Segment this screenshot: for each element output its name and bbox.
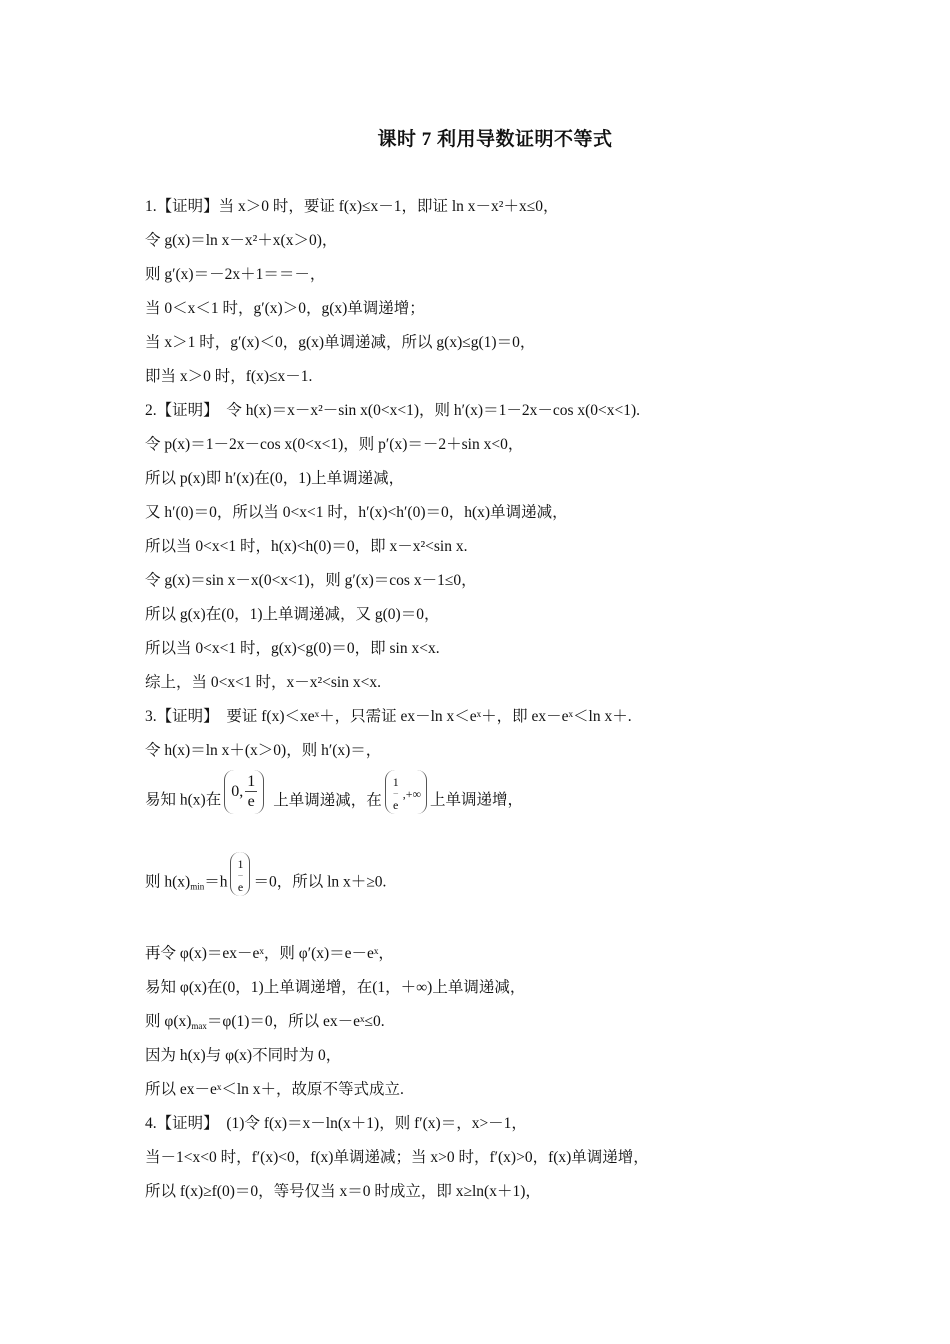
fraction-one-over-e xyxy=(245,774,257,810)
p3-line-7 xyxy=(145,1011,845,1033)
p3-line-8: 因为 h(x)与 φ(x)不同时为 0， xyxy=(145,1047,342,1064)
p2-line-9: 综上，当 0<x<1 时，x－x²<sin x<x. xyxy=(145,674,381,691)
page-title: 课时 7 利用导数证明不等式 xyxy=(377,129,613,150)
h-arg-denominator: e xyxy=(237,880,244,894)
fraction-small-bar: – xyxy=(393,788,398,798)
h-arg-numerator: 1 xyxy=(237,857,244,871)
p3-line-7-text-a: 则 φ(x) xyxy=(145,1013,192,1030)
p2-line-2: 令 p(x)＝1－2x－cos x(0<x<1)，则 p′(x)＝－2＋sin x<0， xyxy=(145,436,524,453)
fraction-small-denominator: e xyxy=(393,798,399,812)
h-arg-fraction xyxy=(235,858,245,893)
p1-line-4: 当 0＜x＜1 时，g′(x)＞0，g(x)单调递增； xyxy=(145,300,425,317)
max-subscript: max xyxy=(191,1021,207,1031)
p4-line-3: 所以 f(x)≥f(0)＝0，等号仅当 x＝0 时成立，即 x≥ln(x＋1)， xyxy=(145,1183,541,1200)
p3-line-2: 令 h(x)＝ln x＋(x＞0)，则 h′(x)＝， xyxy=(145,742,382,759)
interval-paren-2 xyxy=(385,770,427,814)
p2-line-6: 令 g(x)＝sin x－x(0<x<1)，则 g′(x)＝cos x－1≤0， xyxy=(145,572,477,589)
fraction-small-numerator: 1 xyxy=(392,775,399,789)
p2-line-7: 所以 g(x)在(0，1)上单调递减，又 g(0)＝0， xyxy=(145,606,440,623)
p1-line-2: 令 g(x)＝ln x－x²＋x(x＞0)， xyxy=(145,232,338,249)
p3-line-9: 所以 ex－eˣ＜ln x＋，故原不等式成立. xyxy=(145,1081,404,1098)
p4-line-1: 4.【证明】 (1)令 f(x)＝x－ln(x＋1)，则 f′(x)＝，x>－1， xyxy=(145,1115,527,1132)
p3-line-6: 易知 φ(x)在(0，1)上单调递增，在(1，＋∞)上单调递减， xyxy=(145,979,526,996)
p3-line-3-text-b: 上单调递减，在 xyxy=(273,791,382,809)
interval-1-zero: 0, xyxy=(231,783,244,800)
p1-line-3: 则 g′(x)＝－2x＋1＝＝－， xyxy=(145,266,326,283)
h-arg-bar: – xyxy=(238,870,243,880)
p3-line-1: 3.【证明】 要证 f(x)＜xeˣ＋，只需证 ex－ln x＜eˣ＋，即 ex－eˣ＜ln x＋. xyxy=(145,708,632,725)
p3-line-4-text-b: ＝h xyxy=(204,873,228,891)
p2-line-1: 2.【证明】 令 h(x)＝x－x²－sin x(0<x<1)，则 h′(x)＝1－2x－cos x(0<x<1). xyxy=(145,402,641,419)
fraction-denominator: e xyxy=(247,793,255,810)
p1-line-1: 1.【证明】当 x＞0 时，要证 f(x)≤x－1，即证 ln x－x²＋x≤0， xyxy=(145,198,559,215)
p2-line-3: 所以 p(x)即 h′(x)在(0，1)上单调递减， xyxy=(145,470,405,487)
p3-line-3 xyxy=(145,773,845,814)
p1-line-6: 即当 x＞0 时，f(x)≤x－1. xyxy=(145,368,313,385)
p3-line-7-text-b: ＝φ(1)＝0，所以 ex－eˣ≤0. xyxy=(206,1013,385,1030)
interval-2-infinity: ,+∞ xyxy=(402,786,422,801)
fraction-numerator: 1 xyxy=(247,773,256,790)
interval-paren-1 xyxy=(224,770,264,814)
fraction-small-one-over-e xyxy=(391,776,401,811)
p3-line-3-text-a: 易知 h(x)在 xyxy=(145,791,222,809)
p2-line-8: 所以当 0<x<1 时，g(x)<g(0)＝0，即 sin x<x. xyxy=(145,640,440,657)
p1-line-5: 当 x＞1 时，g′(x)＜0，g(x)单调递减，所以 g(x)≤g(1)＝0， xyxy=(145,334,536,351)
min-subscript: min xyxy=(190,881,205,892)
p3-line-4-text-c: ＝0，所以 ln x＋≥0. xyxy=(253,873,387,891)
p4-line-2: 当－1<x<0 时，f′(x)<0，f(x)单调递减；当 x>0 时，f′(x)>0，f(x)单调递增， xyxy=(145,1149,649,1166)
p2-line-5: 所以当 0<x<1 时，h(x)<h(0)＝0，即 x－x²<sin x. xyxy=(145,538,468,555)
h-arg-paren xyxy=(230,852,250,896)
p3-line-5: 再令 φ(x)＝ex－eˣ，则 φ′(x)＝e－eˣ， xyxy=(145,945,394,962)
p3-line-4 xyxy=(145,857,845,896)
p3-line-3-text-c: 上单调递增， xyxy=(430,791,524,809)
p3-line-4-text-a: 则 h(x) xyxy=(145,873,191,891)
p2-line-4: 又 h′(0)＝0，所以当 0<x<1 时，h′(x)<h′(0)＝0，h(x)单调递减， xyxy=(145,504,568,521)
